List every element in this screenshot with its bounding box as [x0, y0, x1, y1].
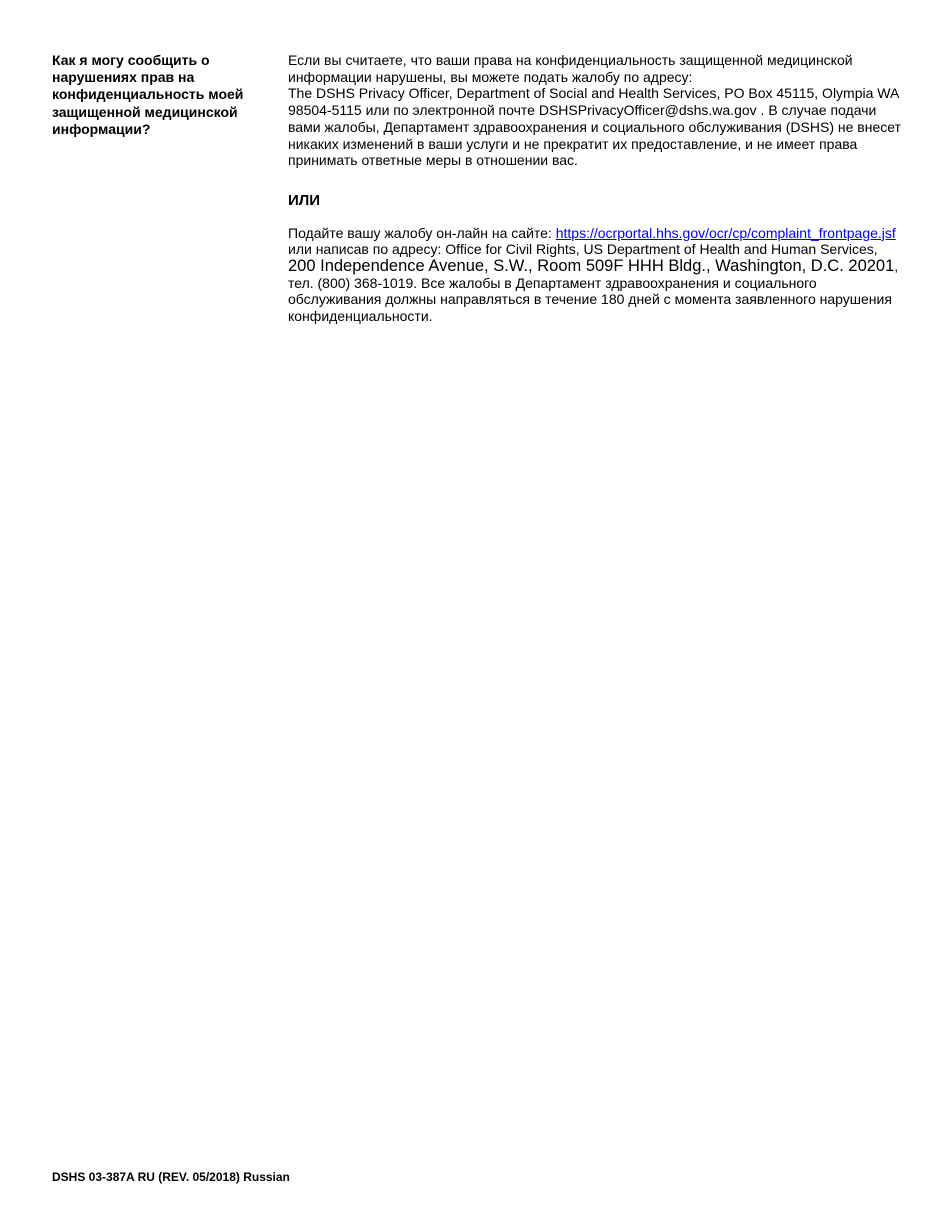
paragraph-online-complaint — [288, 225, 906, 325]
or-heading: ИЛИ — [288, 191, 321, 209]
para2-pre-link-text: Подайте вашу жалобу он-лайн на сайте: — [288, 224, 556, 241]
para2-tail-text: , тел. (800) 368-1019. Все жалобы в Департамент здравоохранения и социального обслуживания должны направляться в течение 180 дней с момента заявленного нарушения конфиденциальности. — [288, 258, 899, 325]
answer-column — [288, 52, 906, 325]
paragraph-complaint-address — [288, 52, 906, 169]
ocr-portal-link[interactable]: https://ocrportal.hhs.gov/ocr/cp/complaint_frontpage.jsf — [555, 224, 896, 241]
form-number: DSHS 03-387A RU (REV. 05/2018) Russian — [52, 1170, 290, 1184]
para1-body-text: The DSHS Privacy Officer, Department of Social and Health Services, PO Box 45115, Olympia WA 98504-5115 или по электронной почте DSHSPrivacyOfficer@dshs.wa.gov . В случае подачи вами жалобы, Департамент здравоохранения и социального обслуживания (DSHS) не внесет никаких изменений в ваши услуги и не прекратит их предоставление, и не имеет права принимать ответные меры в отношении вас. — [288, 85, 901, 169]
para2-mid-text: или написав по адресу: Office for Civil Rights, US Department of Health and Human Services, — [288, 241, 878, 258]
question-heading: Как я могу сообщить о нарушениях прав на конфиденциальность моей защищенной медицинской информации? — [52, 52, 244, 137]
para1-intro-text: Если вы считаете, что ваши права на конфиденциальность защищенной медицинской информации нарушены, вы можете подать жалобу по адресу: — [288, 52, 853, 85]
para2-address-large-text: 200 Independence Avenue, S.W., Room 509F HHH Bldg., Washington, D.C. 20201 — [288, 257, 895, 276]
